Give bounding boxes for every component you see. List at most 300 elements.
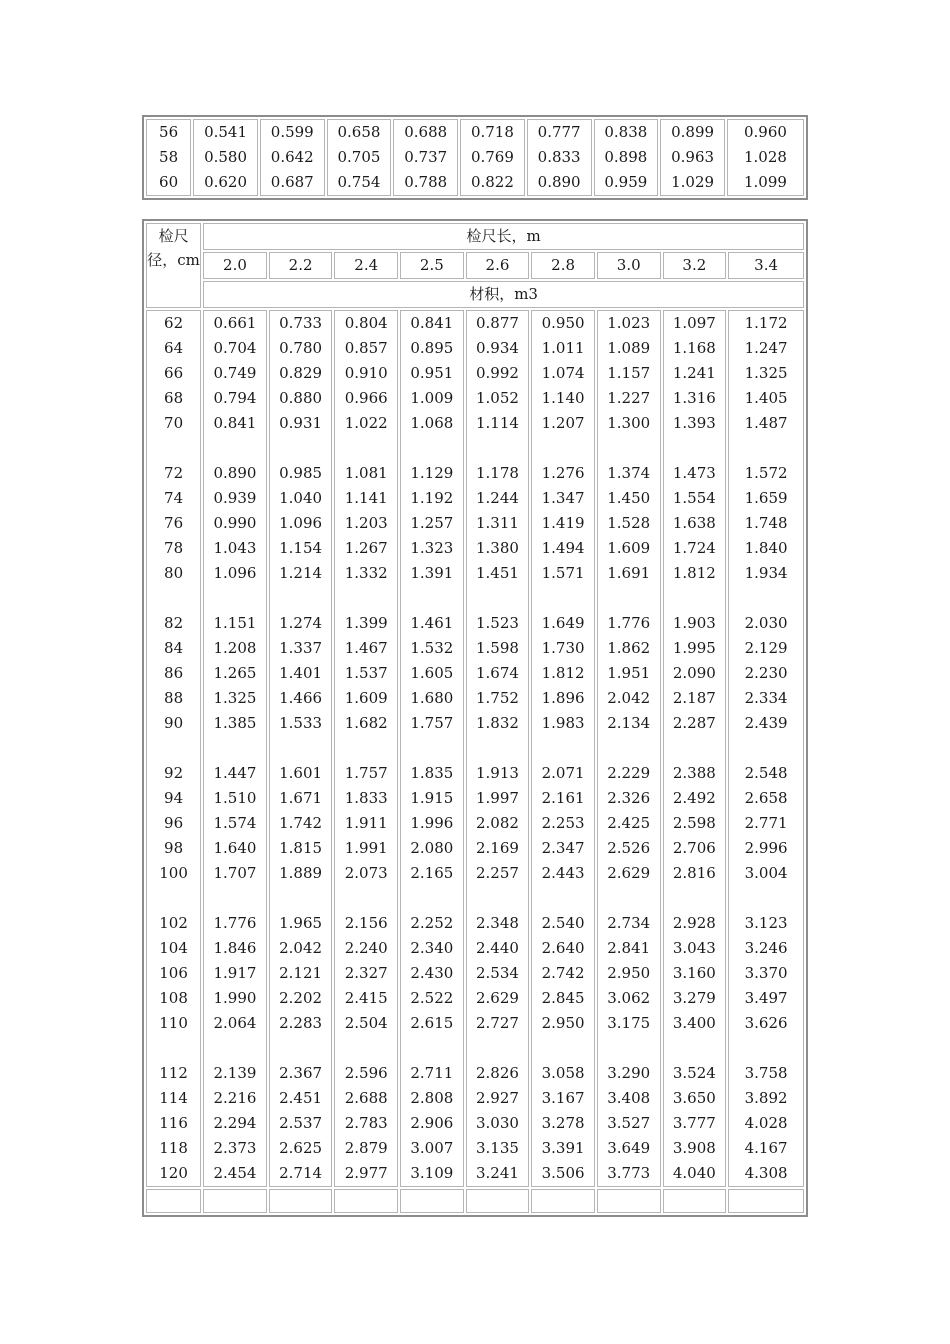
volume-value: 3.777: [672, 1114, 716, 1132]
volume-value: 0.658: [337, 123, 381, 141]
volume-value: 1.385: [213, 714, 257, 732]
diameter-value: 66: [164, 364, 184, 382]
diameter-value: 98: [164, 839, 184, 857]
volume-value: 2.252: [410, 914, 454, 932]
volume-value: 3.004: [744, 864, 788, 882]
volume-value: 1.835: [410, 764, 454, 782]
volume-value: 1.846: [213, 939, 257, 957]
volume-value: 2.504: [344, 1014, 388, 1032]
volume-value: 0.880: [279, 389, 323, 407]
volume-value: 2.071: [541, 764, 585, 782]
volume-value: 1.028: [743, 148, 787, 166]
volume-value: 1.096: [279, 514, 323, 532]
volume-value: 0.718: [470, 123, 514, 141]
volume-value: 0.620: [204, 173, 248, 191]
diameter-value: 60: [159, 173, 179, 191]
volume-value: 2.169: [476, 839, 519, 857]
volume-table-continuation: [142, 115, 808, 200]
volume-value: 0.794: [213, 389, 257, 407]
volume-value: 1.157: [607, 364, 651, 382]
volume-value: 1.391: [410, 564, 454, 582]
volume-value: 2.348: [476, 914, 519, 932]
volume-value: 1.776: [213, 914, 257, 932]
volume-value: 1.812: [541, 664, 585, 682]
diameter-header-line2: 径，cm: [147, 251, 200, 269]
diameter-header-line1: 检尺: [158, 227, 189, 245]
volume-value: 0.777: [537, 123, 581, 141]
volume-column: [327, 119, 392, 196]
volume-value: 1.965: [279, 914, 323, 932]
volume-value: 1.691: [607, 564, 651, 582]
volume-value: 2.440: [476, 939, 519, 957]
volume-value: 1.917: [213, 964, 257, 982]
volume-value: 2.139: [213, 1064, 257, 1082]
volume-value: 1.029: [671, 173, 715, 191]
volume-value: 3.524: [672, 1064, 716, 1082]
volume-value: 2.326: [607, 789, 651, 807]
volume-value: 2.134: [607, 714, 651, 732]
diameter-value: 86: [164, 664, 184, 682]
volume-value: 1.325: [744, 364, 788, 382]
length-label: 2.4: [334, 252, 398, 279]
volume-value: 1.776: [607, 614, 651, 632]
volume-value: 0.769: [470, 148, 514, 166]
volume-value: 1.815: [279, 839, 323, 857]
volume-value: 1.466: [279, 689, 323, 707]
volume-value: 2.625: [279, 1139, 323, 1157]
volume-value: 2.080: [410, 839, 454, 857]
volume-value: 2.253: [541, 814, 585, 832]
diameter-value: 112: [159, 1064, 188, 1082]
length-label: 2.6: [466, 252, 530, 279]
volume-value: 1.374: [607, 464, 651, 482]
volume-value: 1.649: [541, 614, 585, 632]
volume-value: 1.752: [476, 689, 519, 707]
volume-value: 1.724: [672, 539, 716, 557]
volume-column: [269, 310, 333, 1187]
volume-value: 2.771: [744, 814, 788, 832]
volume-value: 1.154: [279, 539, 323, 557]
volume-value: 1.598: [476, 639, 519, 657]
diameter-value: 110: [159, 1014, 188, 1032]
volume-value: 1.141: [344, 489, 388, 507]
volume-value: 2.783: [344, 1114, 388, 1132]
volume-value: 0.541: [204, 123, 248, 141]
volume-value: 1.601: [279, 764, 323, 782]
diameter-value: 82: [164, 614, 184, 632]
volume-value: 1.533: [279, 714, 323, 732]
volume-value: 3.497: [744, 989, 788, 1007]
volume-value: 0.895: [410, 339, 454, 357]
volume-value: 0.898: [604, 148, 648, 166]
volume-value: 3.506: [541, 1164, 585, 1182]
volume-value: 0.687: [270, 173, 314, 191]
volume-value: 1.862: [607, 639, 651, 657]
volume-value: 2.950: [541, 1014, 585, 1032]
volume-value: 1.178: [476, 464, 519, 482]
volume-value: 1.168: [672, 339, 716, 357]
volume-value: 2.711: [410, 1064, 454, 1082]
volume-value: 1.991: [344, 839, 388, 857]
volume-value: 1.172: [744, 314, 788, 332]
volume-value: 0.960: [743, 123, 787, 141]
volume-value: 1.096: [213, 564, 257, 582]
volume-value: 1.748: [744, 514, 788, 532]
volume-value: 0.833: [537, 148, 581, 166]
volume-value: 4.040: [672, 1164, 716, 1182]
volume-value: 1.129: [410, 464, 454, 482]
volume-value: 2.229: [607, 764, 651, 782]
volume-value: 2.734: [607, 914, 651, 932]
volume-value: 2.928: [672, 914, 716, 932]
volume-value: 0.705: [337, 148, 381, 166]
volume-value: 2.425: [607, 814, 651, 832]
volume-value: 2.202: [279, 989, 323, 1007]
volume-value: 2.629: [476, 989, 519, 1007]
volume-value: 1.510: [213, 789, 257, 807]
volume-value: 2.121: [279, 964, 323, 982]
volume-value: 1.574: [213, 814, 257, 832]
diameter-value: 118: [159, 1139, 188, 1157]
volume-value: 1.605: [410, 664, 454, 682]
volume-value: 1.572: [744, 464, 788, 482]
diameter-value: 114: [159, 1089, 188, 1107]
volume-value: 2.996: [744, 839, 788, 857]
diameter-column: [146, 119, 191, 196]
volume-value: 1.316: [672, 389, 716, 407]
empty-cell: [728, 1189, 804, 1213]
volume-value: 0.661: [213, 314, 257, 332]
volume-value: 0.780: [279, 339, 323, 357]
volume-value: 1.393: [672, 414, 716, 432]
volume-value: 1.097: [672, 314, 716, 332]
volume-value: 1.995: [672, 639, 716, 657]
volume-value: 1.009: [410, 389, 454, 407]
volume-value: 1.337: [279, 639, 323, 657]
volume-value: 1.114: [476, 414, 519, 432]
volume-value: 2.064: [213, 1014, 257, 1032]
volume-value: 2.216: [213, 1089, 257, 1107]
volume-value: 1.311: [476, 514, 519, 532]
volume-value: 1.089: [607, 339, 651, 357]
empty-cell: [466, 1189, 530, 1213]
volume-value: 1.276: [541, 464, 585, 482]
diameter-column: [146, 310, 201, 1187]
volume-value: 1.244: [476, 489, 519, 507]
length-label: 2.8: [531, 252, 595, 279]
diameter-value: 72: [164, 464, 184, 482]
volume-value: 2.042: [607, 689, 651, 707]
volume-value: 2.347: [541, 839, 585, 857]
volume-value: 3.109: [410, 1164, 454, 1182]
volume-value: 3.892: [744, 1089, 788, 1107]
volume-value: 3.290: [607, 1064, 651, 1082]
volume-column: [727, 119, 804, 196]
volume-column: [466, 310, 530, 1187]
length-label: 2.5: [400, 252, 464, 279]
volume-value: 1.081: [344, 464, 388, 482]
volume-value: 1.323: [410, 539, 454, 557]
volume-value: 3.908: [672, 1139, 716, 1157]
volume-value: 2.334: [744, 689, 788, 707]
diameter-value: 108: [159, 989, 188, 1007]
header-row: [146, 223, 804, 250]
volume-value: 0.963: [671, 148, 715, 166]
volume-value: 1.915: [410, 789, 454, 807]
volume-value: 1.068: [410, 414, 454, 432]
volume-value: 2.340: [410, 939, 454, 957]
volume-value: 1.528: [607, 514, 651, 532]
volume-value: 1.680: [410, 689, 454, 707]
volume-value: 2.439: [744, 714, 788, 732]
volume-value: 2.283: [279, 1014, 323, 1032]
volume-value: 3.135: [476, 1139, 519, 1157]
volume-value: 1.467: [344, 639, 388, 657]
volume-value: 0.829: [279, 364, 323, 382]
volume-value: 4.308: [744, 1164, 788, 1182]
volume-value: 3.043: [672, 939, 716, 957]
volume-value: 2.808: [410, 1089, 454, 1107]
volume-value: 3.246: [744, 939, 788, 957]
volume-value: 1.274: [279, 614, 323, 632]
volume-value: 2.082: [476, 814, 519, 832]
volume-column: [400, 310, 464, 1187]
volume-value: 2.596: [344, 1064, 388, 1082]
volume-value: 0.910: [344, 364, 388, 382]
volume-value: 2.367: [279, 1064, 323, 1082]
volume-value: 0.749: [213, 364, 257, 382]
length-label: 2.0: [203, 252, 267, 279]
volume-value: 2.287: [672, 714, 716, 732]
volume-value: 1.913: [476, 764, 519, 782]
volume-value: 2.826: [476, 1064, 519, 1082]
volume-value: 2.454: [213, 1164, 257, 1182]
volume-value: 1.997: [476, 789, 519, 807]
volume-value: 2.165: [410, 864, 454, 882]
volume-value: 1.023: [607, 314, 651, 332]
empty-cell: [400, 1189, 464, 1213]
volume-value: 1.214: [279, 564, 323, 582]
volume-value: 2.816: [672, 864, 716, 882]
volume-value: 0.877: [476, 314, 519, 332]
volume-value: 2.156: [344, 914, 388, 932]
volume-value: 1.450: [607, 489, 651, 507]
diameter-value: 62: [164, 314, 184, 332]
volume-value: 2.845: [541, 989, 585, 1007]
volume-value: 1.730: [541, 639, 585, 657]
diameter-value: 92: [164, 764, 184, 782]
volume-value: 1.889: [279, 864, 323, 882]
volume-value: 2.927: [476, 1089, 519, 1107]
volume-value: 1.399: [344, 614, 388, 632]
volume-value: 2.841: [607, 939, 651, 957]
volume-table: [142, 219, 808, 1217]
volume-value: 0.950: [541, 314, 585, 332]
volume-value: 3.279: [672, 989, 716, 1007]
diameter-value: 64: [164, 339, 184, 357]
diameter-value: 120: [159, 1164, 188, 1182]
diameter-value: 116: [159, 1114, 188, 1132]
volume-value: 0.704: [213, 339, 257, 357]
volume-value: 1.011: [541, 339, 585, 357]
volume-value: 3.160: [672, 964, 716, 982]
volume-value: 1.494: [541, 539, 585, 557]
empty-cell: [203, 1189, 267, 1213]
length-label: 3.2: [663, 252, 727, 279]
volume-value: 2.522: [410, 989, 454, 1007]
volume-value: 1.934: [744, 564, 788, 582]
volume-value: 0.934: [476, 339, 519, 357]
volume-value: 0.890: [537, 173, 581, 191]
volume-value: 1.203: [344, 514, 388, 532]
volume-value: 2.526: [607, 839, 651, 857]
length-label: 3.0: [597, 252, 661, 279]
diameter-value: 96: [164, 814, 184, 832]
volume-value: 0.737: [404, 148, 448, 166]
volume-value: 3.400: [672, 1014, 716, 1032]
volume-value: 2.030: [744, 614, 788, 632]
volume-value: 0.642: [270, 148, 314, 166]
volume-column: [193, 119, 258, 196]
volume-value: 2.658: [744, 789, 788, 807]
volume-value: 4.167: [744, 1139, 788, 1157]
volume-value: 2.240: [344, 939, 388, 957]
volume-value: 0.857: [344, 339, 388, 357]
diameter-value: 94: [164, 789, 184, 807]
volume-value: 2.129: [744, 639, 788, 657]
volume-value: 2.161: [541, 789, 585, 807]
diameter-value: 56: [159, 123, 179, 141]
volume-value: 1.609: [344, 689, 388, 707]
volume-value: 1.638: [672, 514, 716, 532]
volume-value: 2.540: [541, 914, 585, 932]
volume-value: 1.419: [541, 514, 585, 532]
volume-column: [393, 119, 458, 196]
volume-value: 2.879: [344, 1139, 388, 1157]
volume-value: 0.890: [213, 464, 257, 482]
volume-value: 1.903: [672, 614, 716, 632]
volume-value: 1.554: [672, 489, 716, 507]
volume-value: 2.388: [672, 764, 716, 782]
volume-value: 1.682: [344, 714, 388, 732]
diameter-value: 78: [164, 539, 184, 557]
volume-value: 1.532: [410, 639, 454, 657]
volume-value: 1.052: [476, 389, 519, 407]
volume-column: [460, 119, 525, 196]
volume-value: 2.714: [279, 1164, 323, 1182]
volume-value: 1.742: [279, 814, 323, 832]
table-row: [146, 119, 804, 196]
volume-value: 2.073: [344, 864, 388, 882]
volume-value: 1.265: [213, 664, 257, 682]
empty-cell: [269, 1189, 333, 1213]
volume-value: 2.294: [213, 1114, 257, 1132]
volume-value: 3.030: [476, 1114, 519, 1132]
volume-column: [527, 119, 592, 196]
empty-cell: [531, 1189, 595, 1213]
volume-value: 1.227: [607, 389, 651, 407]
volume-value: 0.733: [279, 314, 323, 332]
volume-value: 0.951: [410, 364, 454, 382]
diameter-value: 68: [164, 389, 184, 407]
volume-header-row: [146, 281, 804, 308]
volume-value: 3.278: [541, 1114, 585, 1132]
volume-value: 0.990: [213, 514, 257, 532]
volume-value: 1.707: [213, 864, 257, 882]
volume-value: 1.990: [213, 989, 257, 1007]
empty-cell: [663, 1189, 727, 1213]
volume-value: 3.370: [744, 964, 788, 982]
volume-value: 2.742: [541, 964, 585, 982]
volume-value: 1.609: [607, 539, 651, 557]
volume-value: 2.415: [344, 989, 388, 1007]
volume-value: 2.443: [541, 864, 585, 882]
volume-value: 0.939: [213, 489, 257, 507]
volume-value: 3.758: [744, 1064, 788, 1082]
volume-value: 1.896: [541, 689, 585, 707]
volume-value: 3.241: [476, 1164, 519, 1182]
diameter-value: 90: [164, 714, 184, 732]
diameter-value: 106: [159, 964, 188, 982]
volume-value: 2.629: [607, 864, 651, 882]
volume-value: 0.788: [404, 173, 448, 191]
diameter-value: 58: [159, 148, 179, 166]
empty-footer-row: [146, 1189, 804, 1213]
volume-value: 0.899: [671, 123, 715, 141]
volume-value: 0.959: [604, 173, 648, 191]
volume-value: 0.966: [344, 389, 388, 407]
volume-value: 2.042: [279, 939, 323, 957]
volume-value: 3.175: [607, 1014, 651, 1032]
table-row: [146, 310, 804, 1187]
volume-value: 0.599: [270, 123, 314, 141]
volume-value: 3.167: [541, 1089, 585, 1107]
volume-value: 1.043: [213, 539, 257, 557]
diameter-value: 76: [164, 514, 184, 532]
diameter-value: 74: [164, 489, 184, 507]
volume-value: 2.950: [607, 964, 651, 982]
empty-cell: [597, 1189, 661, 1213]
volume-value: 0.838: [604, 123, 648, 141]
volume-value: 1.208: [213, 639, 257, 657]
diameter-value: 70: [164, 414, 184, 432]
volume-column: [594, 119, 659, 196]
volume-value: 1.757: [410, 714, 454, 732]
volume-value: 3.527: [607, 1114, 651, 1132]
volume-column: [203, 310, 267, 1187]
volume-value: 0.931: [279, 414, 323, 432]
volume-value: 3.123: [744, 914, 788, 932]
volume-value: 2.327: [344, 964, 388, 982]
volume-value: 1.207: [541, 414, 585, 432]
volume-value: 2.548: [744, 764, 788, 782]
volume-value: 1.257: [410, 514, 454, 532]
volume-value: 2.534: [476, 964, 519, 982]
volume-value: 1.640: [213, 839, 257, 857]
volume-value: 2.090: [672, 664, 716, 682]
volume-value: 2.640: [541, 939, 585, 957]
volume-value: 1.951: [607, 664, 651, 682]
volume-value: 3.062: [607, 989, 651, 1007]
volume-value: 2.598: [672, 814, 716, 832]
volume-value: 1.099: [743, 173, 787, 191]
diameter-value: 88: [164, 689, 184, 707]
volume-value: 1.140: [541, 389, 585, 407]
volume-value: 3.626: [744, 1014, 788, 1032]
volume-value: 1.461: [410, 614, 454, 632]
length-header: 检尺长，m: [203, 223, 804, 250]
volume-value: 1.757: [344, 764, 388, 782]
